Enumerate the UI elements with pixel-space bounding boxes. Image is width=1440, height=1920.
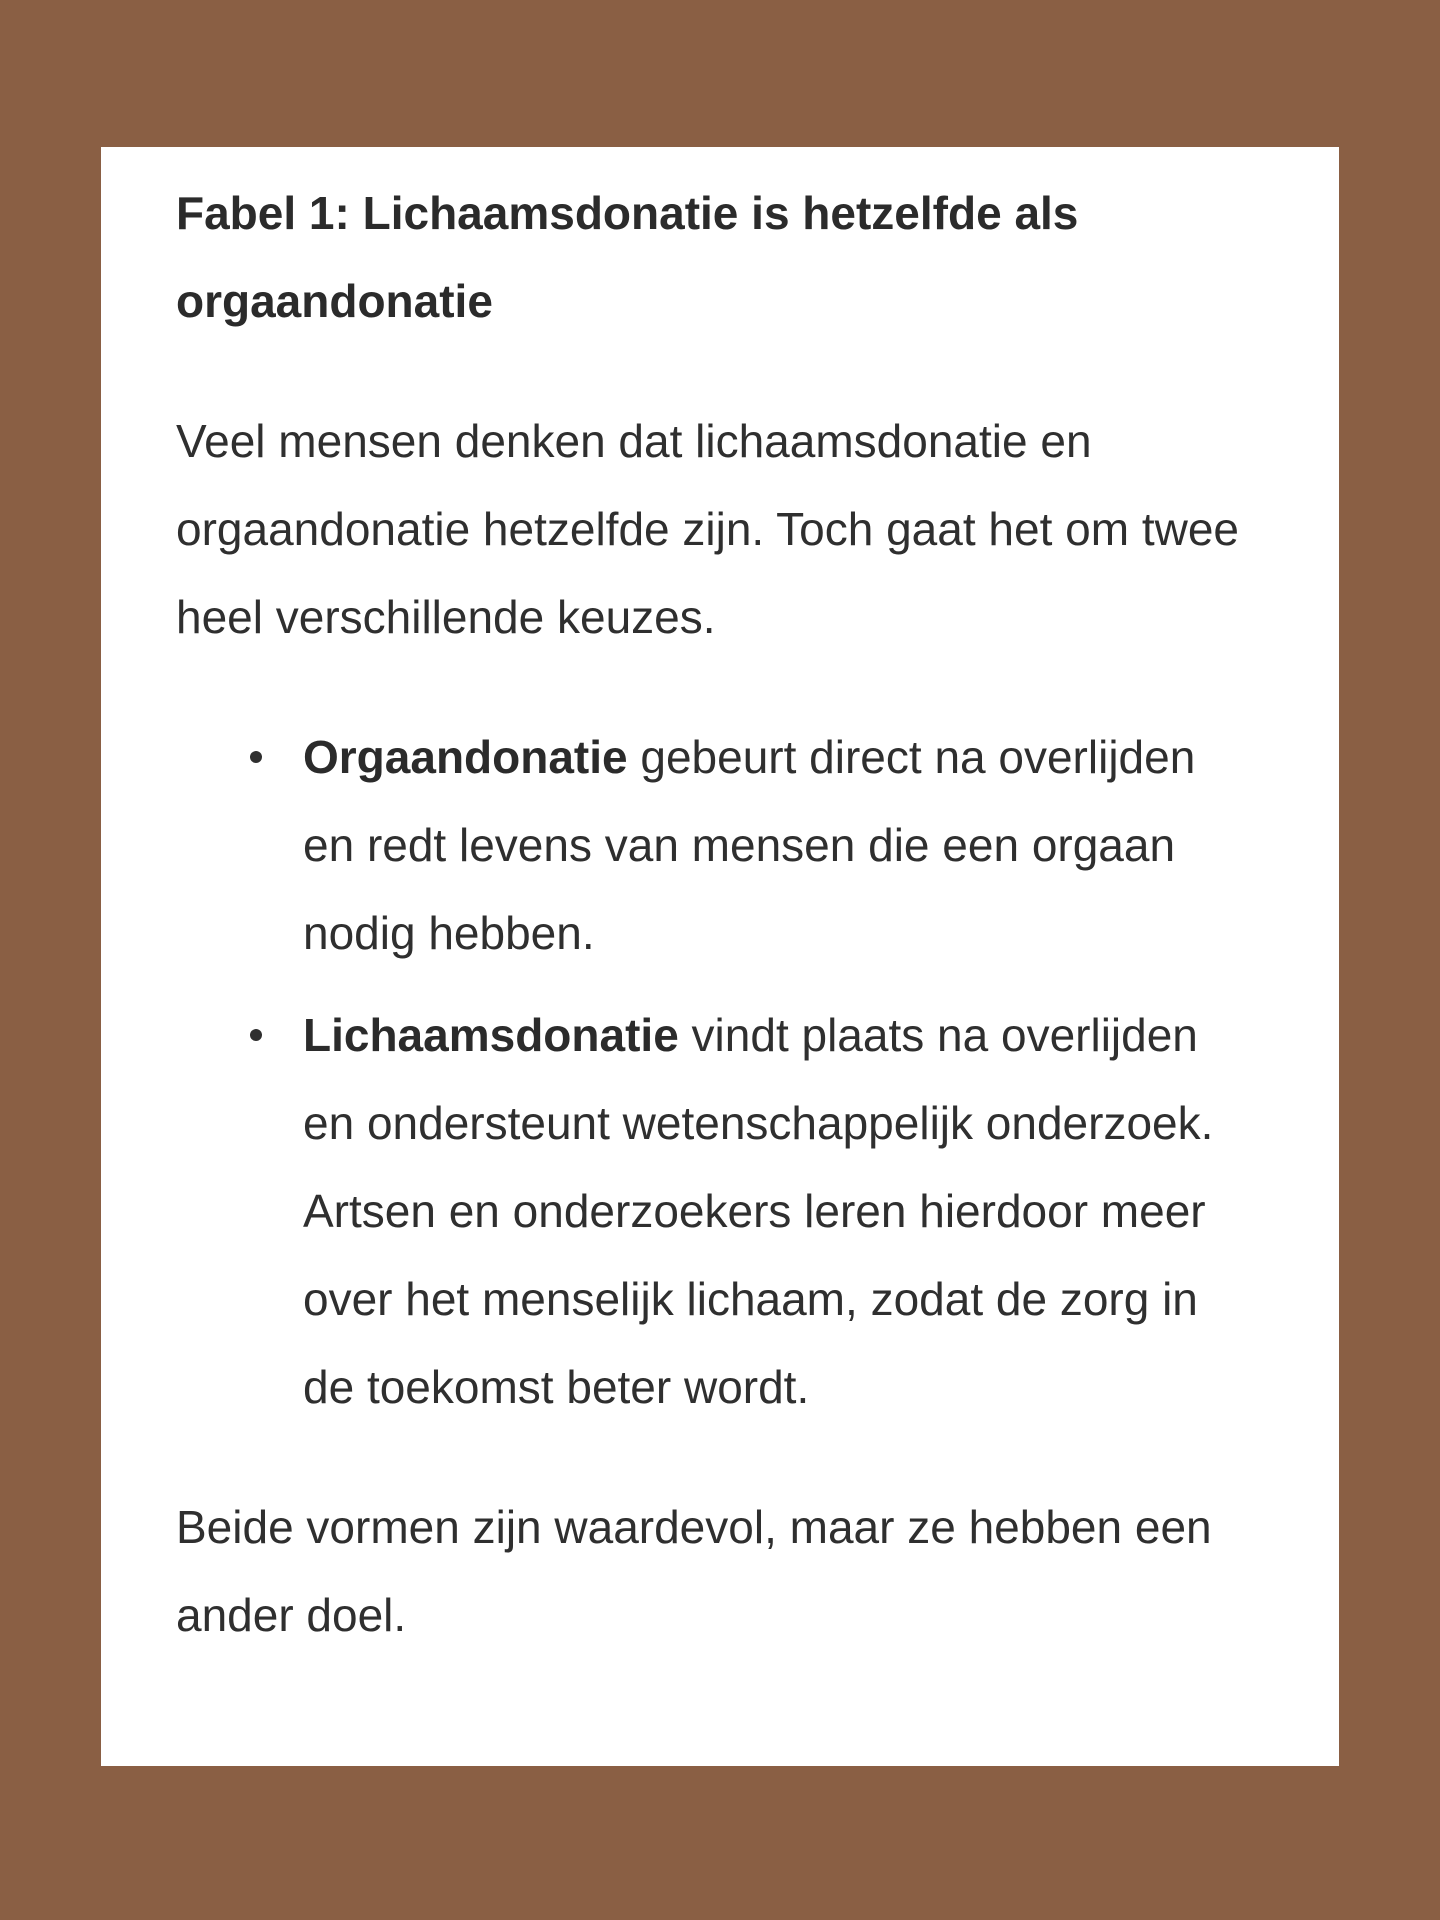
bullet-term: Orgaandonatie bbox=[303, 731, 628, 783]
bullet-list bbox=[176, 713, 1249, 1431]
article-card bbox=[101, 147, 1339, 1766]
list-item bbox=[303, 713, 1249, 977]
bullet-text: vindt plaats na overlijden en ondersteunt wetenschappelijk onderzoek. Artsen en onderzoekers leren hierdoor meer over het menselijk lichaam, zodat de zorg in de toekomst beter wordt. bbox=[303, 1009, 1214, 1413]
intro-paragraph: Veel mensen denken dat lichaamsdonatie en orgaandonatie hetzelfde zijn. Toch gaat het om twee heel verschillende keuzes. bbox=[176, 415, 1239, 643]
article-heading: Fabel 1: Lichaamsdonatie is hetzelfde als orgaandonatie bbox=[176, 187, 1079, 327]
outro-paragraph: Beide vormen zijn waardevol, maar ze hebben een ander doel. bbox=[176, 1501, 1212, 1641]
bullet-icon bbox=[250, 1029, 262, 1041]
bullet-icon bbox=[250, 751, 262, 763]
bullet-text: gebeurt direct na overlijden en redt levens van mensen die een orgaan nodig hebben. bbox=[303, 731, 1196, 959]
bullet-term: Lichaamsdonatie bbox=[303, 1009, 679, 1061]
list-item bbox=[303, 991, 1249, 1431]
